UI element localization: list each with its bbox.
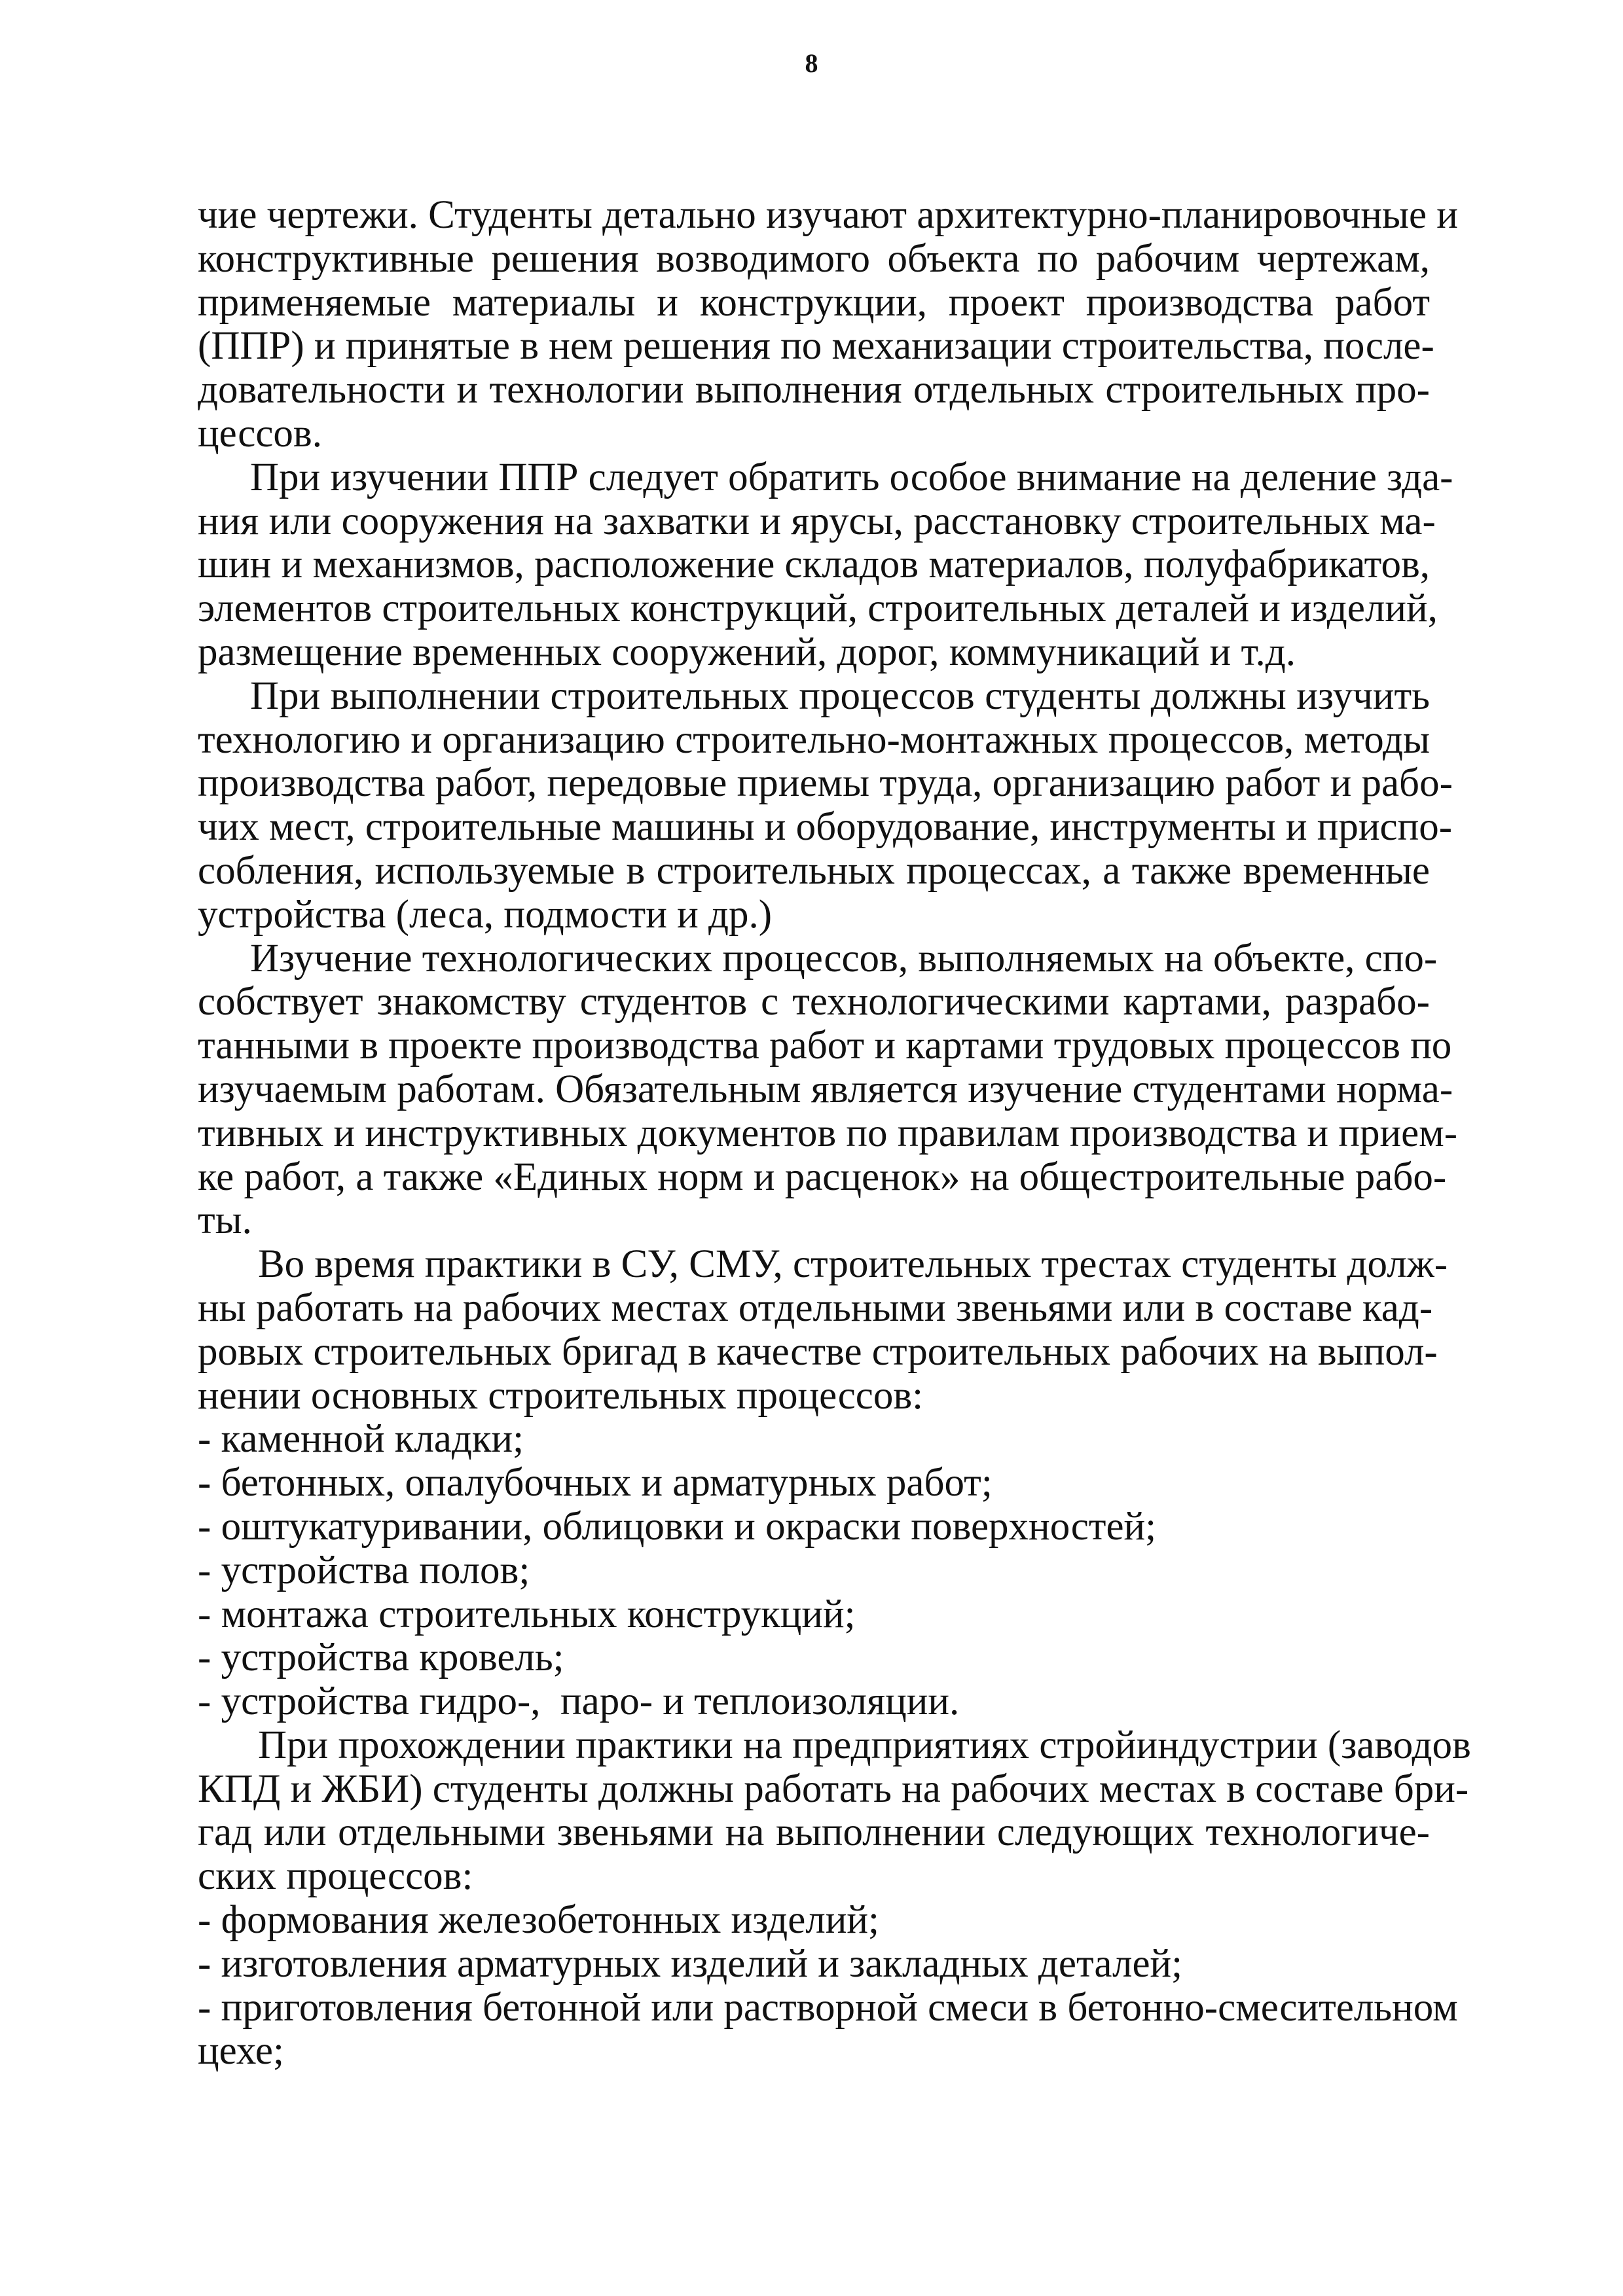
text-line: элементов строительных конструкций, строительных деталей и изделий, [198, 586, 1438, 631]
text-line: довательности и технологии выполнения отдельных строительных про- [198, 368, 1430, 412]
text-line: ских процессов: [198, 1854, 473, 1899]
text-line: собствует знакомству студентов с технологическими картами, разрабо- [198, 980, 1430, 1024]
text-line: ты. [198, 1198, 252, 1243]
text-line: гад или отдельными звеньями на выполнении следующих технологиче- [198, 1810, 1430, 1855]
text-line: чих мест, строительные машины и оборудование, инструменты и приспо- [198, 805, 1453, 850]
text-line: собления, используемые в строительных процессах, а также временные [198, 848, 1430, 893]
text-line: При прохождении практики на предприятиях стройиндустрии (заводов [258, 1723, 1471, 1767]
text-line: конструктивные решения возводимого объекта по рабочим чертежам, [198, 236, 1430, 281]
text-line: устройства (леса, подмости и др.) [198, 892, 773, 937]
text-line: ровых строительных бригад в качестве строительных рабочих на выпол- [198, 1329, 1438, 1374]
text-line: изучаемым работам. Обязательным является изучение студентами норма- [198, 1067, 1453, 1111]
list-item: - приготовления бетонной или растворной смеси в бетонно-смесительном [198, 1985, 1458, 2030]
list-item: цехе; [198, 2029, 284, 2073]
text-line: применяемые материалы и конструкции, проект производства работ [198, 280, 1430, 325]
text-line: тивных и инструктивных документов по правилам производства и прием- [198, 1111, 1458, 1155]
text-line: Изучение технологических процессов, выполняемых на объекте, спо- [250, 936, 1438, 980]
list-item: - бетонных, опалубочных и арматурных работ; [198, 1461, 993, 1505]
list-item: - устройства гидро-, паро- и теплоизоляции. [198, 1679, 960, 1724]
paragraph-drawings [198, 193, 1458, 456]
text-line: технологию и организацию строительно-монтажных процессов, методы [198, 717, 1430, 762]
text-line: цессов. [198, 411, 322, 456]
text-line: При выполнении строительных процессов студенты должны изучить [250, 673, 1430, 718]
paragraph-practice-trusts [198, 1242, 1448, 1418]
text-line: (ППР) и принятые в нем решения по механизации строительства, после- [198, 324, 1434, 368]
list-item: - оштукатуривании, облицовки и окраски поверхностей; [198, 1504, 1157, 1549]
list-item: - устройства кровель; [198, 1636, 564, 1680]
paragraph-construction-processes [198, 673, 1453, 937]
text-line: производства работ, передовые приемы труда, организацию работ и рабо- [198, 761, 1453, 806]
text-body [198, 193, 1471, 2073]
text-line: ния или сооружения на захватки и ярусы, расстановку строительных ма- [198, 499, 1436, 543]
text-line: нении основных строительных процессов: [198, 1373, 924, 1418]
text-line: шин и механизмов, расположение складов материалов, полуфабрикатов, [198, 543, 1430, 587]
text-line: чие чертежи. Студенты детально изучают архитектурно-планировочные и [198, 193, 1458, 237]
list-item: - изготовления арматурных изделий и закладных деталей; [198, 1941, 1183, 1986]
text-line: Во время практики в СУ, СМУ, строительных трестах студенты долж- [258, 1242, 1448, 1287]
paragraph-technological-processes [198, 936, 1458, 1244]
text-line: танными в проекте производства работ и картами трудовых процессов по [198, 1024, 1452, 1068]
text-line: При изучении ППР следует обратить особое внимание на деление зда- [250, 455, 1453, 499]
list-industry-processes [198, 1898, 1458, 2073]
list-item: - формования железобетонных изделий; [198, 1898, 879, 1943]
list-item: - устройства полов; [198, 1548, 530, 1592]
text-line: ке работ, а также «Единых норм и расценок» на общестроительные рабо- [198, 1155, 1447, 1199]
text-line: КПД и ЖБИ) студенты должны работать на рабочих местах в составе бри- [198, 1767, 1469, 1811]
list-construction-processes [198, 1418, 1430, 1724]
list-item: - монтажа строительных конструкций; [198, 1592, 856, 1636]
text-line: размещение временных сооружений, дорог, коммуникаций и т.д. [198, 630, 1296, 674]
list-item: - каменной кладки; [198, 1417, 524, 1462]
text-line: ны работать на рабочих местах отдельными звеньями или в составе кад- [198, 1285, 1433, 1330]
paragraph-ppr-study [198, 455, 1453, 675]
page-number: 8 [805, 48, 818, 78]
paragraph-industry-practice [198, 1723, 1471, 1899]
